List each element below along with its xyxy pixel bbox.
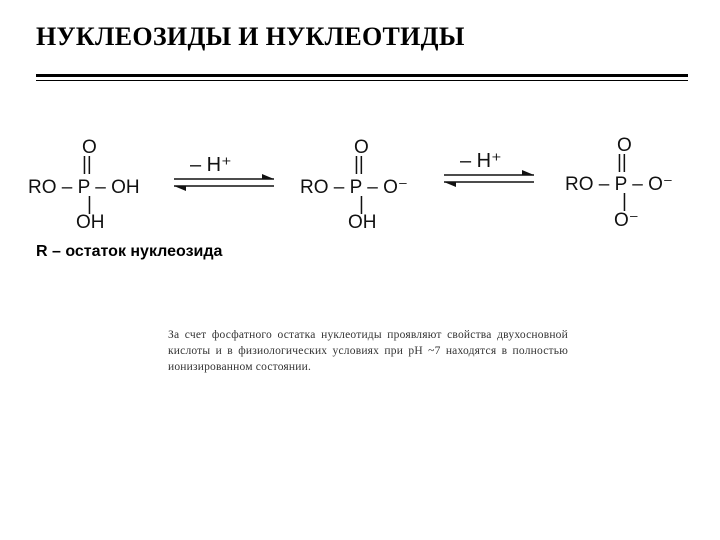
structure-monoanion (300, 137, 408, 233)
single-bond-3: | (622, 191, 627, 212)
oxide-bottom-3: O⁻ (614, 210, 639, 231)
double-bond-1: || (82, 154, 92, 175)
description-paragraph: За счет фосфатного остатка нуклеотиды проявляют свойства двухосновной кислоты и в физиологических условиях при pH ~7 находятся в полностью ионизированном состоянии. (168, 329, 568, 373)
formula-row-1: RO – P – OH (28, 177, 140, 198)
single-bond-2: | (359, 194, 364, 215)
structure-monoester-acid (28, 137, 140, 233)
formula-row-2: RO – P – O⁻ (300, 177, 408, 198)
double-bond-3: || (617, 152, 627, 173)
hydroxyl-bottom-1: OH (76, 212, 105, 233)
condition-label-1: – H⁺ (190, 154, 232, 176)
condition-label-2: – H⁺ (460, 150, 502, 172)
double-bond-2: || (354, 154, 364, 175)
equilibrium-arrow-1 (174, 154, 274, 191)
oxygen-top-2: O (354, 137, 369, 158)
structure-dianion (565, 135, 673, 231)
hydroxyl-bottom-2: OH (348, 212, 377, 233)
r-group-legend: R – остаток нуклеозида (36, 243, 223, 260)
oxygen-top-1: O (82, 137, 97, 158)
page-title: НУКЛЕОЗИДЫ И НУКЛЕОТИДЫ (36, 22, 465, 51)
equilibrium-arrow-2 (444, 150, 534, 187)
formula-row-3: RO – P – O⁻ (565, 174, 673, 195)
single-bond-1: | (87, 194, 92, 215)
oxygen-top-3: O (617, 135, 632, 156)
